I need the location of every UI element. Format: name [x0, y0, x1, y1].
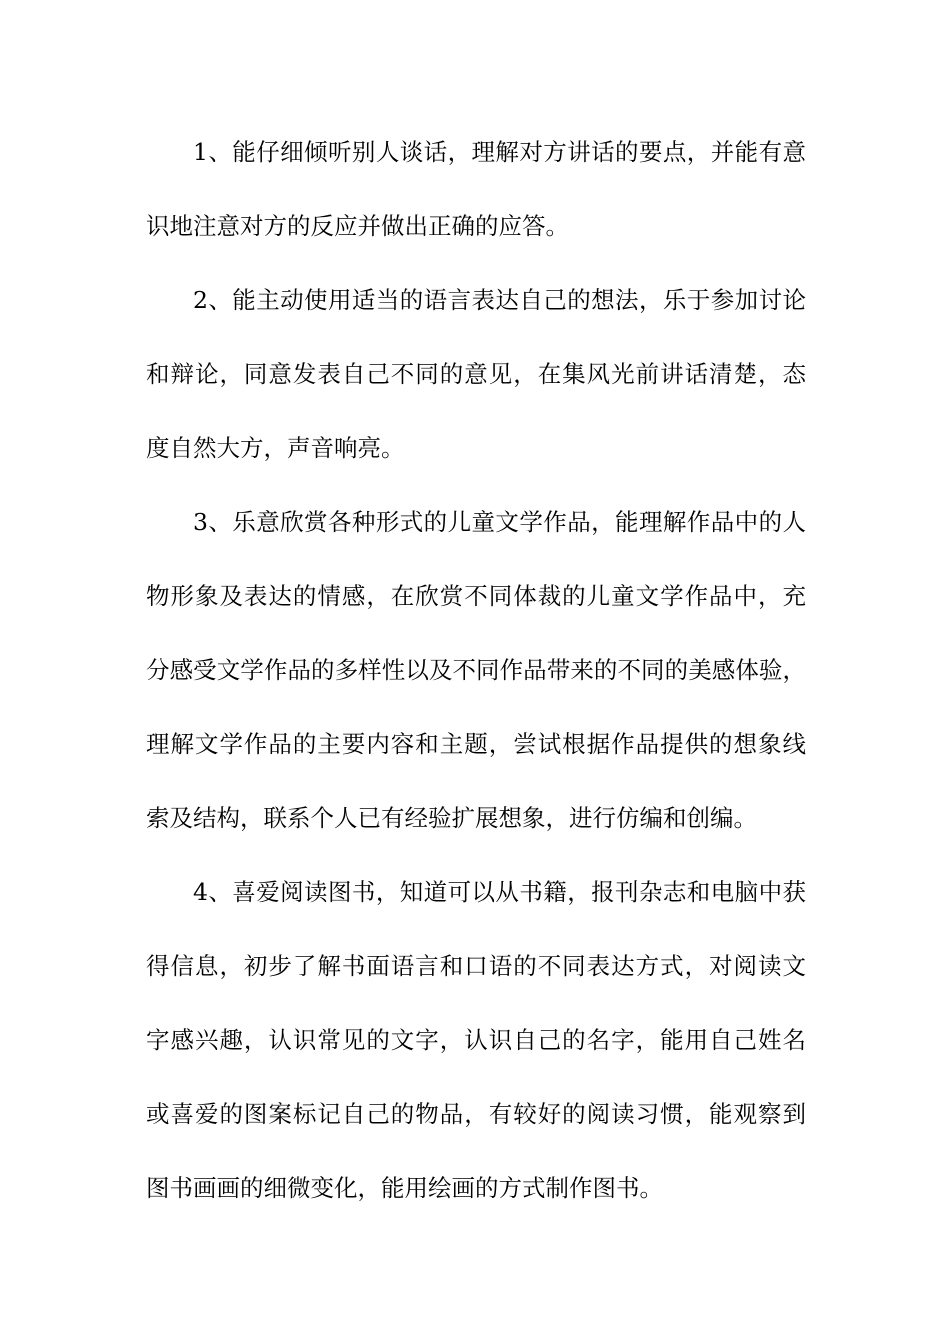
- paragraph-3-line-3: 分感受文学作品的多样性以及不同作品带来的不同的美感体验，: [146, 656, 806, 684]
- paragraph-3-line-5: 索及结构，联系个人已有经验扩展想象，进行仿编和创编。: [146, 804, 757, 832]
- paragraph-2-line-3: 度自然大方，声音响亮。: [146, 434, 405, 462]
- paragraph-1-line-1: 1、能仔细倾听别人谈话，理解对方讲话的要点，并能有意: [193, 138, 806, 166]
- paragraph-1-line-2: 识地注意对方的反应并做出正确的应答。: [146, 212, 569, 240]
- paragraph-4-line-2: 得信息，初步了解书面语言和口语的不同表达方式，对阅读文: [146, 952, 806, 980]
- paragraph-3-line-4: 理解文学作品的主要内容和主题，尝试根据作品提供的想象线: [146, 730, 806, 758]
- paragraph-4-line-3: 字感兴趣，认识常见的文字，认识自己的名字，能用自己姓名: [146, 1026, 806, 1054]
- paragraph-4-line-4: 或喜爱的图案标记自己的物品，有较好的阅读习惯，能观察到: [146, 1100, 806, 1128]
- paragraph-3-line-1: 3、乐意欣赏各种形式的儿童文学作品，能理解作品中的人: [193, 508, 806, 536]
- paragraph-2-line-1: 2、能主动使用适当的语言表达自己的想法，乐于参加讨论: [193, 286, 806, 314]
- paragraph-3-line-2: 物形象及表达的情感，在欣赏不同体裁的儿童文学作品中，充: [146, 582, 806, 610]
- paragraph-2-line-2: 和辩论，同意发表自己不同的意见，在集风光前讲话清楚，态: [146, 360, 806, 388]
- paragraph-4-line-1: 4、喜爱阅读图书，知道可以从书籍，报刊杂志和电脑中获: [193, 878, 806, 906]
- paragraph-4-line-5: 图书画画的细微变化，能用绘画的方式制作图书。: [146, 1174, 663, 1202]
